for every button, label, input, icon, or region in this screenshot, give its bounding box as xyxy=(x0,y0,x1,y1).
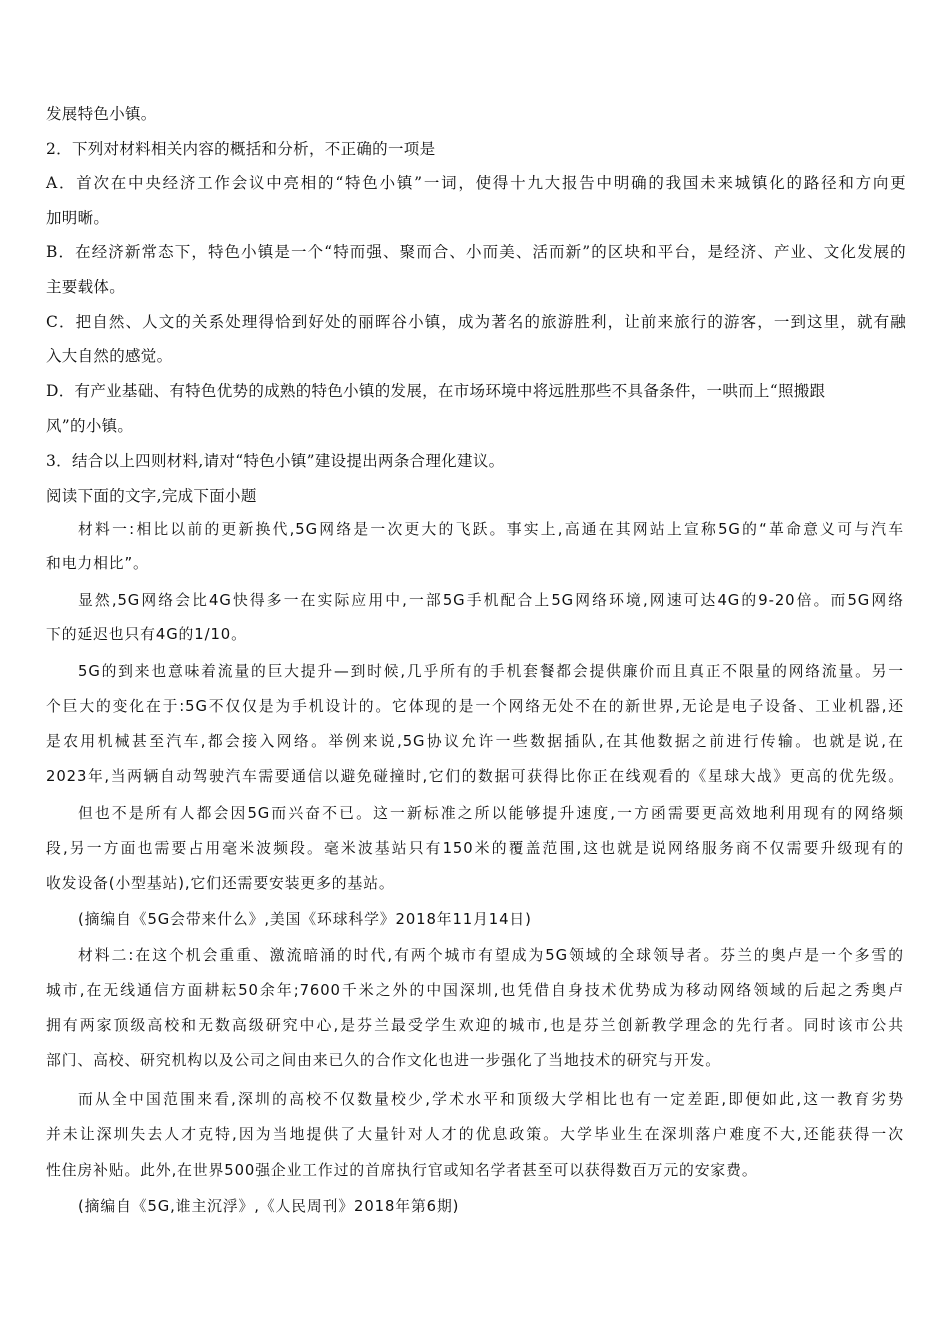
material2-source: (摘编自《5G,谁主沉浮》,《人民周刊》2018年第6期) xyxy=(78,1198,460,1215)
option-d-line-1: D．有产业基础、有特色优势的成熟的特色小镇的发展，在市场环境中将远胜那些不具备条件，一哄而上“照搬跟 xyxy=(46,382,826,400)
material2-p2-line-1: 而从全中国范围来看,深圳的高校不仅数量校少,学术水平和顶级大学相比也有一定差距,即便如此,这一教育劣势 xyxy=(78,1091,904,1108)
material1-source: (摘编自《5G会带来什么》,美国《环球科学》2018年11月14日) xyxy=(78,911,532,928)
material1-p3-line-1: 5G的到来也意味着流量的巨大提升—到时候,几乎所有的手机套餐都会提供廉价而且真正不限量的网络流量。另一 xyxy=(78,663,904,680)
question-2: 2．下列对材料相关内容的概括和分析，不正确的一项是 xyxy=(46,140,436,158)
material1-p4-line-2: 段,另一方面也需要占用毫米波频段。毫米波基站只有150米的覆盖范围,这也就是说网络服务商不仅需要升级现有的 xyxy=(46,840,904,857)
material2-p2-line-3: 性住房补贴。此外,在世界500强企业工作过的首席执行官或知名学者甚至可以获得数百万元的安家费。 xyxy=(46,1162,758,1179)
reading-prompt: 阅读下面的文字,完成下面小题 xyxy=(46,487,257,505)
material1-p1-line-1: 材料一:相比以前的更新换代,5G网络是一次更大的飞跃。事实上,高通在其网站上宣称5G的“革命意义可与汽车 xyxy=(78,521,904,538)
material2-p1-line-1: 材料二:在这个机会重重、激流暗涌的时代,有两个城市有望成为5G领域的全球领导者。芬兰的奥卢是一个多雪的 xyxy=(78,947,904,964)
material1-p1-line-2: 和电力相比”。 xyxy=(46,555,149,572)
option-d-line-2: 风”的小镇。 xyxy=(46,417,134,435)
option-c-line-2: 入大自然的感觉。 xyxy=(46,347,173,365)
material2-p2-line-2: 并未让深圳失去人才克特,因为当地提供了大量针对人才的优息政策。大学毕业生在深圳落户难度不大,还能获得一次 xyxy=(46,1126,904,1143)
material1-p2-line-2: 下的延迟也只有4G的1/10。 xyxy=(46,626,247,643)
material2-p1-line-4: 部门、高校、研究机构以及公司之间由来已久的合作文化也进一步强化了当地技术的研究与开发。 xyxy=(46,1052,721,1069)
intro-tail-line: 发展特色小镇。 xyxy=(46,105,157,123)
material1-p4-line-3: 收发设备(小型基站),它们还需要安装更多的基站。 xyxy=(46,875,395,892)
material1-p3-line-3: 是农用机械甚至汽车,都会接入网络。举例来说,5G协议允许一些数据插队,在其他数据之前进行传输。也就是说,在 xyxy=(46,733,904,750)
material1-p4-line-1: 但也不是所有人都会因5G而兴奋不已。这一新标准之所以能够提升速度,一方函需要更高效地利用现有的网络频 xyxy=(78,805,904,822)
option-b-line-1: B．在经济新常态下，特色小镇是一个“特而强、聚而合、小而美、活而新”的区块和平台，是经济、产业、文化发展的 xyxy=(46,243,906,261)
option-a-line-1: A．首次在中央经济工作会议中亮相的“特色小镇”一词，使得十九大报告中明确的我国未来城镇化的路径和方向更 xyxy=(46,174,906,192)
option-a-line-2: 加明晰。 xyxy=(46,209,110,227)
option-b-line-2: 主要载体。 xyxy=(46,278,126,296)
material1-p3-line-4: 2023年,当两辆自动驾驶汽车需要通信以避免碰撞时,它们的数据可获得比你正在线观看的《星球大战》更高的优先级。 xyxy=(46,768,904,785)
material2-p1-line-3: 拥有两家顶级高校和无数高级研究中心,是芬兰最受学生欢迎的城市,也是芬兰创新教学理念的先行者。同时该市公共 xyxy=(46,1017,904,1034)
option-c-line-1: C．把自然、人文的关系处理得恰到好处的丽晖谷小镇，成为著名的旅游胜利，让前来旅行的游客，一到这里，就有融 xyxy=(46,313,906,331)
material2-p1-line-2: 城市,在无线通信方面耕耘50余年;7600千米之外的中国深圳,也凭借自身技术优势成为移动网络领域的后起之秀奥卢 xyxy=(46,982,904,999)
material1-p3-line-2: 个巨大的变化在于:5G不仅仅是为手机设计的。它体现的是一个网络无处不在的新世界,无论是电子设备、工业机器,还 xyxy=(46,698,904,715)
question-3: 3．结合以上四则材料,请对“特色小镇”建设提出两条合理化建议。 xyxy=(46,452,505,470)
material1-p2-line-1: 显然,5G网络会比4G快得多一在实际应用中,一部5G手机配合上5G网络环境,网速可达4G的9-20倍。而5G网络 xyxy=(78,592,904,609)
